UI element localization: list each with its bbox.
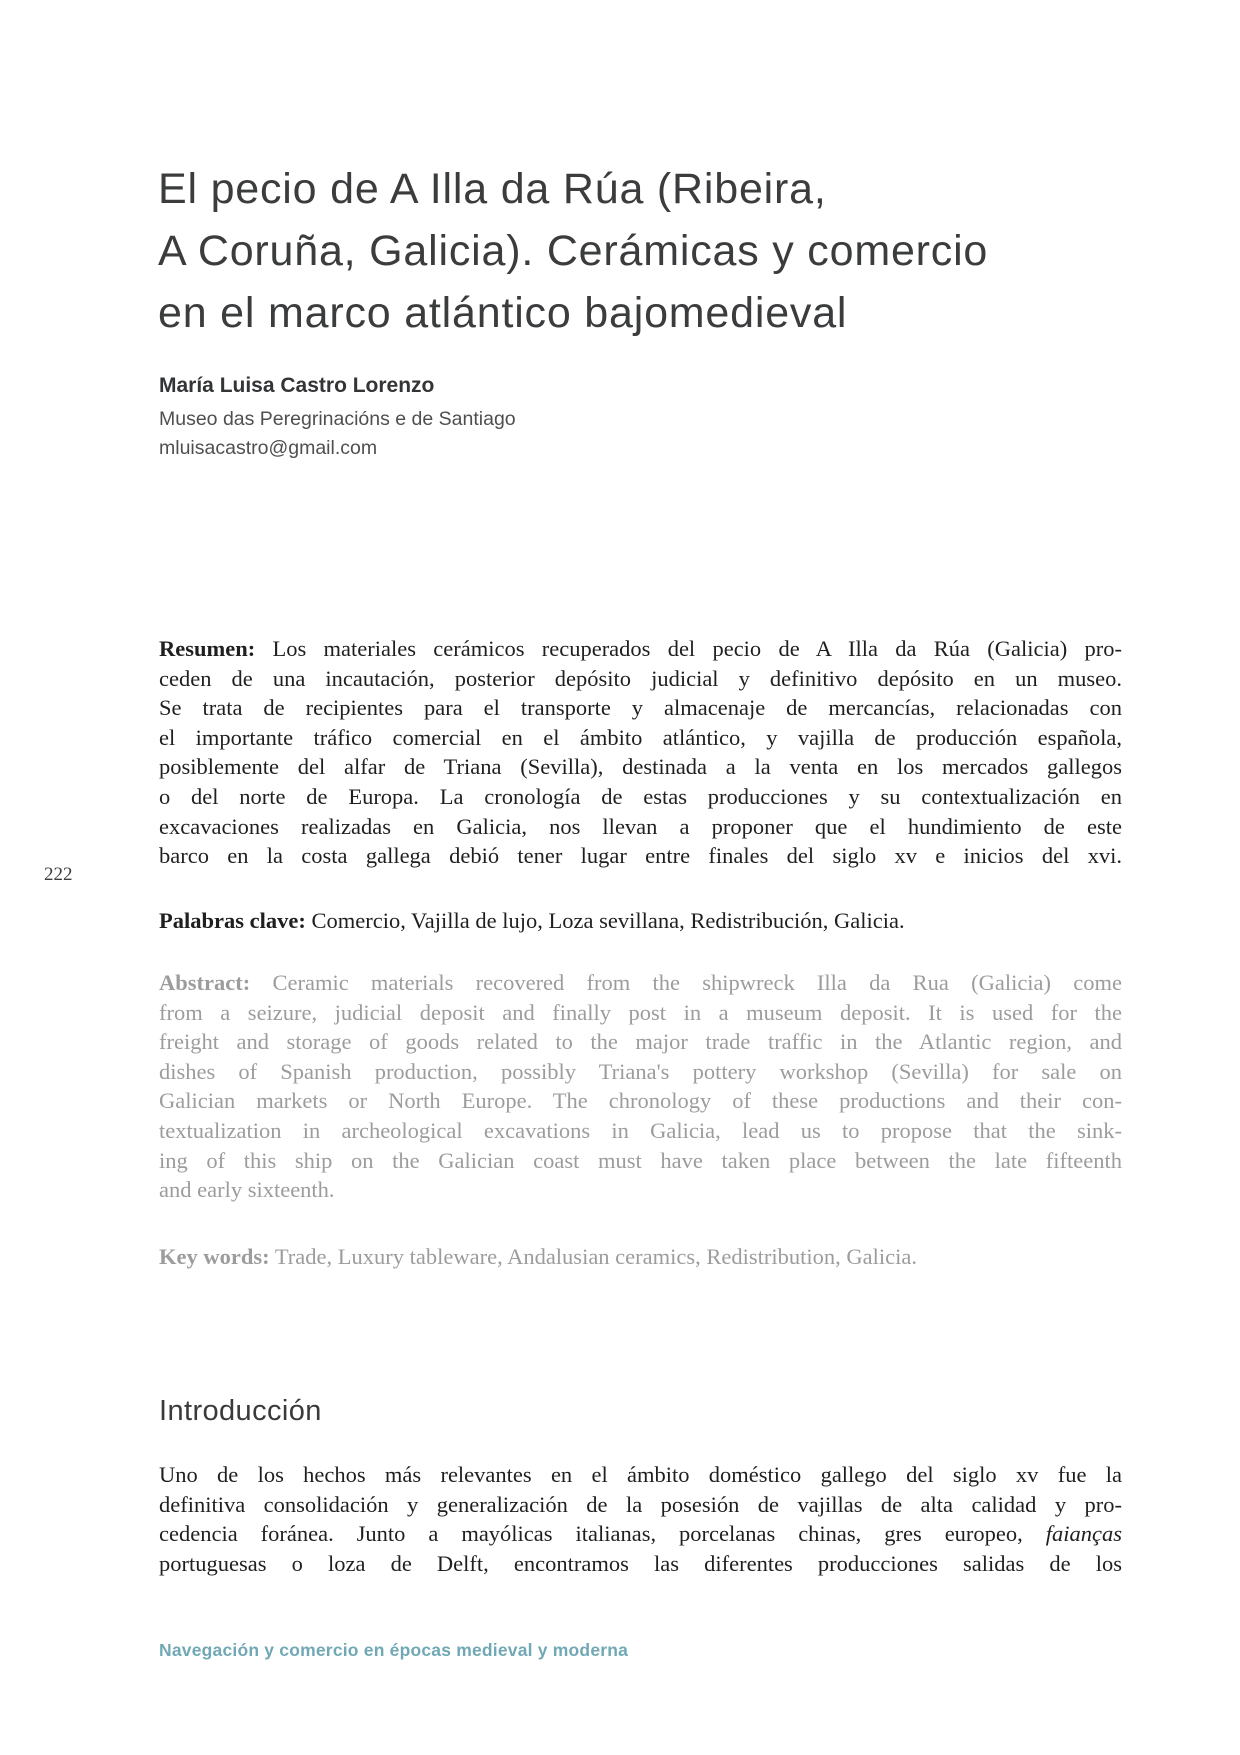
abstract-line: ing of this ship on the Galician coast must have taken place between the late fifteenth bbox=[159, 1147, 1122, 1173]
author-name: María Luisa Castro Lorenzo bbox=[159, 374, 435, 397]
title-line-2: A Coruña, Galicia). Cerámicas y comercio bbox=[158, 227, 989, 275]
article-title bbox=[158, 158, 1158, 344]
abstract-label: Abstract: bbox=[159, 970, 251, 995]
abstract-paragraph bbox=[159, 968, 1122, 1205]
resumen-line: el importante tráfico comercial en el ámbito atlántico, y vajilla de producción española, bbox=[159, 724, 1122, 750]
resumen-line: ceden de una incautación, posterior depósito judicial y definitivo depósito en un museo. bbox=[159, 665, 1122, 691]
resumen-label: Resumen: bbox=[159, 636, 256, 661]
keywords-label: Key words: bbox=[159, 1244, 270, 1269]
author-email: mluisacastro@gmail.com bbox=[159, 437, 378, 459]
author-affiliation: Museo das Peregrinacións e de Santiago bbox=[159, 408, 516, 430]
introduction-heading: Introducción bbox=[159, 1395, 322, 1427]
resumen-line bbox=[159, 634, 1122, 664]
resumen-line: excavaciones realizadas en Galicia, nos llevan a proponer que el hundimiento de este bbox=[159, 813, 1122, 839]
abstract-line: freight and storage of goods related to the major trade traffic in the Atlantic region, and bbox=[159, 1029, 1122, 1055]
resumen-line: posiblemente del alfar de Triana (Sevilla), destinada a la venta en los mercados gallegos bbox=[159, 754, 1122, 780]
abstract-line bbox=[159, 968, 1122, 998]
keywords-text: Trade, Luxury tableware, Andalusian ceramics, Redistribution, Galicia. bbox=[269, 1244, 917, 1269]
abstract-line: Galician markets or North Europe. The chronology of these productions and their con- bbox=[159, 1088, 1122, 1114]
abstract-line: and early sixteenth. bbox=[159, 1177, 335, 1203]
palabras-clave-label: Palabras clave: bbox=[159, 908, 306, 933]
keywords-line bbox=[159, 1242, 1122, 1272]
abstract-line: from a seizure, judicial deposit and finally post in a museum deposit. It is used for the bbox=[159, 999, 1122, 1025]
resumen-line-text: Los materiales cerámicos recuperados del pecio de A Illa da Rúa (Galicia) pro- bbox=[255, 636, 1122, 661]
title-line-1: El pecio de A Illa da Rúa (Ribeira, bbox=[158, 165, 827, 213]
palabras-clave bbox=[159, 906, 1122, 936]
page-number: 222 bbox=[44, 864, 73, 885]
resumen-line: Se trata de recipientes para el transporte y almacenaje de mercancías, relacionadas con bbox=[159, 695, 1122, 721]
author-block bbox=[159, 372, 516, 463]
title-line-3: en el marco atlántico bajomedieval bbox=[158, 289, 848, 337]
palabras-clave-text: Comercio, Vajilla de lujo, Loza sevillana, Redistribución, Galicia. bbox=[305, 908, 905, 933]
keywords bbox=[159, 1242, 1122, 1272]
resumen-line: o del norte de Europa. La cronología de estas producciones y su contextualización en bbox=[159, 783, 1122, 809]
abstract-line: textualization in archeological excavations in Galicia, lead us to propose that the sink- bbox=[159, 1117, 1122, 1143]
intro-line bbox=[159, 1519, 1122, 1549]
abstract-line-text: Ceramic materials recovered from the shipwreck Illa da Rua (Galicia) come bbox=[250, 970, 1122, 995]
footer-series-title: Navegación y comercio en épocas medieval y moderna bbox=[159, 1640, 629, 1660]
resumen-paragraph bbox=[159, 634, 1122, 871]
intro-line: portuguesas o loza de Delft, encontramos las diferentes producciones salidas de los bbox=[159, 1550, 1122, 1576]
introduction-paragraph bbox=[159, 1460, 1122, 1578]
abstract-line: dishes of Spanish production, possibly Triana's pottery workshop (Sevilla) for sale on bbox=[159, 1058, 1122, 1084]
palabras-clave-line bbox=[159, 906, 1122, 936]
intro-italic-word: faianças bbox=[1045, 1521, 1122, 1547]
intro-line: Uno de los hechos más relevantes en el ámbito doméstico gallego del siglo xv fue la bbox=[159, 1462, 1122, 1487]
intro-line: definitiva consolidación y generalización de la posesión de vajillas de alta calidad y pro- bbox=[159, 1491, 1122, 1517]
intro-line-text: cedencia foránea. Junto a mayólicas italianas, porcelanas chinas, gres europeo, bbox=[159, 1521, 1046, 1547]
resumen-line: barco en la costa gallega debió tener lugar entre finales del siglo xv e inicios del xvi. bbox=[159, 843, 1122, 869]
